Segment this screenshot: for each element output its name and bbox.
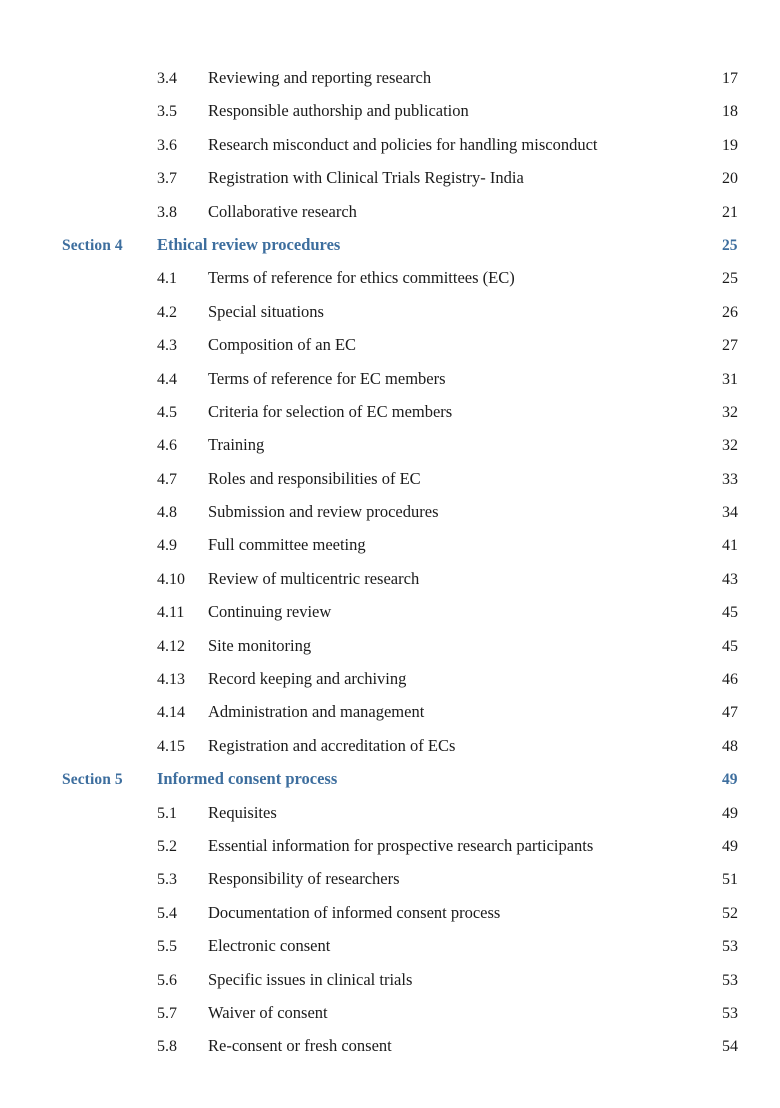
toc-entry-number: 3.7 <box>157 170 177 188</box>
toc-section-title: Informed consent process <box>157 769 338 789</box>
toc-entry-title: Site monitoring <box>208 635 312 655</box>
toc-page-number: 43 <box>722 570 738 588</box>
toc-entry-title: Continuing review <box>208 602 332 622</box>
toc-entry-number: 4.13 <box>157 671 185 689</box>
toc-entry-row[interactable] <box>0 736 780 769</box>
toc-entry-title: Composition of an EC <box>208 335 357 355</box>
toc-entry-number: 5.7 <box>157 1004 177 1022</box>
toc-page-number: 49 <box>722 837 738 855</box>
toc-entry-title: Special situations <box>208 301 324 321</box>
toc-page-number: 27 <box>722 337 738 355</box>
toc-page-number: 32 <box>722 437 738 455</box>
toc-entry-title: Terms of reference for ethics committees (EC) <box>208 268 515 288</box>
toc-entry-number: 4.5 <box>157 403 177 421</box>
toc-section-label: Section 5 <box>62 771 123 789</box>
toc-entry-number: 3.6 <box>157 136 177 154</box>
toc-entry-row[interactable] <box>0 302 780 335</box>
toc-page-number: 21 <box>722 203 738 221</box>
toc-entry-number: 5.3 <box>157 871 177 889</box>
toc-entry-row[interactable] <box>0 836 780 869</box>
toc-entry-number: 4.4 <box>157 370 177 388</box>
toc-entry-row[interactable] <box>0 335 780 368</box>
toc-page-number: 41 <box>722 537 738 555</box>
toc-entry-row[interactable] <box>0 702 780 735</box>
toc-page-number: 53 <box>722 1004 738 1022</box>
toc-entry-number: 4.14 <box>157 704 185 722</box>
toc-entry-row[interactable] <box>0 669 780 702</box>
toc-entry-row[interactable] <box>0 168 780 201</box>
toc-entry-title: Collaborative research <box>208 201 357 221</box>
toc-page-number: 54 <box>722 1038 738 1056</box>
toc-entry-number: 3.5 <box>157 103 177 121</box>
toc-entry-number: 5.4 <box>157 904 177 922</box>
toc-page-number: 25 <box>722 236 738 254</box>
toc-entry-row[interactable] <box>0 869 780 902</box>
toc-entry-row[interactable] <box>0 135 780 168</box>
toc-entry-title: Terms of reference for EC members <box>208 368 446 388</box>
toc-section-label: Section 4 <box>62 236 123 254</box>
toc-entry-number: 4.7 <box>157 470 177 488</box>
toc-entry-row[interactable] <box>0 202 780 235</box>
toc-section-row[interactable] <box>0 769 780 802</box>
toc-entry-number: 4.8 <box>157 504 177 522</box>
toc-section-row[interactable] <box>0 235 780 268</box>
toc-section-title: Ethical review procedures <box>157 234 341 254</box>
toc-entry-number: 5.5 <box>157 938 177 956</box>
toc-entry-row[interactable] <box>0 402 780 435</box>
toc-entry-title: Submission and review procedures <box>208 502 439 522</box>
toc-entry-title: Full committee meeting <box>208 535 366 555</box>
toc-entry-title: Review of multicentric research <box>208 568 420 588</box>
toc-entry-title: Waiver of consent <box>208 1002 328 1022</box>
toc-page-number: 52 <box>722 904 738 922</box>
toc-page-number: 19 <box>722 136 738 154</box>
toc-page-number: 49 <box>722 771 738 789</box>
toc-entry-row[interactable] <box>0 435 780 468</box>
toc-entry-row[interactable] <box>0 268 780 301</box>
toc-entry-title: Electronic consent <box>208 936 331 956</box>
toc-page-number: 34 <box>722 504 738 522</box>
toc-entry-number: 5.2 <box>157 837 177 855</box>
toc-page-number: 53 <box>722 938 738 956</box>
toc-entry-title: Documentation of informed consent process <box>208 902 501 922</box>
toc-entry-title: Reviewing and reporting research <box>208 68 432 87</box>
toc-entry-row[interactable] <box>0 903 780 936</box>
toc-entry-number: 4.3 <box>157 337 177 355</box>
toc-entry-number: 4.11 <box>157 604 185 622</box>
toc-entry-title: Specific issues in clinical trials <box>208 969 413 989</box>
toc-entry-title: Training <box>208 435 265 455</box>
toc-entry-row[interactable] <box>0 569 780 602</box>
toc-page-number: 51 <box>722 871 738 889</box>
toc-entry-title: Essential information for prospective research participants <box>208 835 594 855</box>
toc-page-number: 17 <box>722 70 738 87</box>
toc-page-number: 46 <box>722 671 738 689</box>
toc-page-number: 20 <box>722 170 738 188</box>
toc-entry-title: Re-consent or fresh consent <box>208 1036 392 1056</box>
toc-page-number: 45 <box>722 604 738 622</box>
toc-page-number: 25 <box>722 270 738 288</box>
toc-page-number: 26 <box>722 303 738 321</box>
table-of-contents <box>0 68 780 1070</box>
toc-entry-row[interactable] <box>0 636 780 669</box>
toc-entry-number: 5.8 <box>157 1038 177 1056</box>
toc-entry-row[interactable] <box>0 1036 780 1069</box>
toc-page-number: 31 <box>722 370 738 388</box>
toc-entry-number: 4.9 <box>157 537 177 555</box>
toc-entry-number: 4.12 <box>157 637 185 655</box>
toc-entry-row[interactable] <box>0 502 780 535</box>
toc-page-number: 48 <box>722 737 738 755</box>
toc-entry-title: Record keeping and archiving <box>208 669 407 689</box>
toc-entry-title: Registration with Clinical Trials Registry- India <box>208 168 524 188</box>
toc-entry-number: 3.4 <box>157 70 177 87</box>
toc-page-number: 32 <box>722 403 738 421</box>
toc-entry-number: 4.2 <box>157 303 177 321</box>
toc-entry-title: Registration and accreditation of ECs <box>208 735 456 755</box>
toc-entry-number: 5.6 <box>157 971 177 989</box>
toc-page-number: 45 <box>722 637 738 655</box>
toc-entry-number: 4.1 <box>157 270 177 288</box>
toc-page-number: 33 <box>722 470 738 488</box>
toc-entry-row[interactable] <box>0 68 780 101</box>
toc-entry-row[interactable] <box>0 101 780 134</box>
toc-entry-number: 4.15 <box>157 737 185 755</box>
toc-entry-row[interactable] <box>0 1003 780 1036</box>
toc-entry-row[interactable] <box>0 535 780 568</box>
toc-entry-title: Research misconduct and policies for handling misconduct <box>208 134 598 154</box>
toc-entry-row[interactable] <box>0 469 780 502</box>
toc-entry-row[interactable] <box>0 936 780 969</box>
toc-entry-title: Criteria for selection of EC members <box>208 401 453 421</box>
toc-entry-title: Roles and responsibilities of EC <box>208 468 421 488</box>
toc-entry-number: 4.6 <box>157 437 177 455</box>
toc-entry-row[interactable] <box>0 970 780 1003</box>
toc-entry-row[interactable] <box>0 602 780 635</box>
toc-page-number: 53 <box>722 971 738 989</box>
toc-entry-row[interactable] <box>0 369 780 402</box>
toc-entry-number: 5.1 <box>157 804 177 822</box>
toc-entry-title: Administration and management <box>208 702 425 722</box>
toc-page-number: 47 <box>722 704 738 722</box>
toc-page-number: 18 <box>722 103 738 121</box>
toc-entry-number: 4.10 <box>157 570 185 588</box>
toc-entry-title: Responsible authorship and publication <box>208 101 469 121</box>
toc-entry-number: 3.8 <box>157 203 177 221</box>
toc-entry-title: Responsibility of researchers <box>208 869 400 889</box>
toc-page-number: 49 <box>722 804 738 822</box>
toc-entry-title: Requisites <box>208 802 277 822</box>
toc-entry-row[interactable] <box>0 803 780 836</box>
